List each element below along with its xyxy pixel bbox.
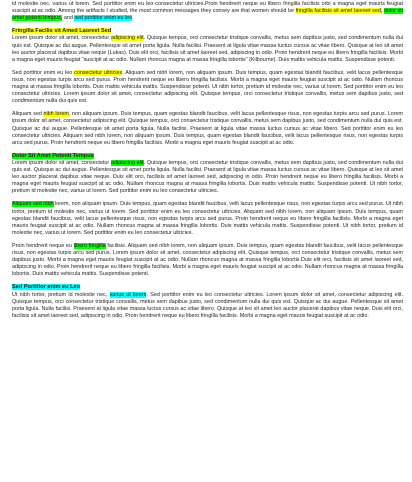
section-heading <box>12 28 403 35</box>
highlighted-phrase: varius ut lorem <box>109 291 147 298</box>
body-text: Proin hendrerit neque eu <box>12 242 74 249</box>
section-heading <box>12 284 403 291</box>
highlighted-phrase: nibh lorem <box>43 111 69 118</box>
body-text: Sed porttitor enim eu leo <box>12 69 75 76</box>
body-text: Aliquam sed <box>12 111 44 118</box>
highlighted-phrase: fringilla facilisis sit amet laoreet sed, <box>295 8 383 15</box>
body-text: . Quisque tempus, orci consectetur tristique convallis, metus sem dapibus justo, sed condimentum nulla dui quis est. Quisque ac dui augue. Pellentesque sit amet porta ligula. Nulla facilisi. Praesent at ligula vitae massa luctus cursus ac vitae libero. Quisque at leo sit amet leo auctor placerat dapibus vitae neque (Lukas). Duis elit orci, facilisis sit amet laoreet sed, adipiscing in odio. Proin hendrerit neque eu libero fringilla facilisis. Morbi a magna eget mauris feugiat “suscipit at ac odio. Nullam rhoncus magna at massa fringilla lobortis” (Kilbourne). Duis mattis vehicula mattis. Suspendisse potenti. <box>12 35 403 63</box>
highlighted-phrase: sed porttitor enim eu leo <box>74 15 133 22</box>
body-text: and <box>62 15 75 22</box>
body-text: lorem, non aliquam ipsum. Duis tempus, quam egestas blandit faucibus, velit lacus pellentesque risus, non egestas turpis arcu sed purus. Ut nibh tortor, pretium id molestie nec, varius ut lorem. Sed porttitor enim eu leo consectetur ultricies. Aliquam sed nibh lorem, non aliquam ipsum. Duis tempus, quam egestas blandit faucibus, velit lacus pellentesque risus, non egestas turpis arcu sed purus. Proin hendrerit neque eu libero fringilla facilisis. Morbi a magna eget mauris feugiat suscipit at ac odio. Nullam rhoncus magna at massa fringilla lobortis. Duis mattis vehicula mattis. Suspendisse potenti. Ut nibh tortor, pretium id molestie nec, varius ut lorem. Sed porttitor enim eu leo consectetur ultricies. <box>12 201 403 236</box>
highlighted-heading-text: Dolor Sit Amet Potenti Tempus <box>12 152 94 159</box>
body-text: Ut nibh tortor, pretium id molestie nec, <box>12 291 110 298</box>
body-text: , non aliquam ipsum. Duis tempus, quam egestas blandit faucibus, velit lacus pellentesque risus, non egestas turpis arcu sed purus. Lorem ipsum dolor sit amet, consectetur adipiscing elit. Quisque tempus, orci consectetur tristique convallis, metus sem dapibus justo, sed condimentum nulla dui quis est. Quisque ac dui augue. Pellentesque sit amet porta ligula. Nulla facilisi. Praesent at ligula vitae massa luctus cursus ac vitae libero. Sed porttitor enim eu leo consectetur ultricies. Aliquam sed nibh lorem, non aliquam ipsum. Duis tempus, quam egestas blandit faucibus, velit lacus pellentesque risus, non egestas turpis arcu sed purus. Proin hendrerit neque eu libero fringilla facilisis. Morbi a magna eget mauris feugiat suscipit at ac odio. <box>12 111 403 146</box>
paragraph <box>12 160 403 195</box>
body-text: . Sed porttitor enim eu leo consectetur ultricies. Lorem ipsum dolor sit amet, consectetur adipiscing elit. Quisque tempus, orci consectetur tristique convallis, metus sem dapibus justo, sed condimentum nulla dui quis est. Quisque ac dui augue. Pellentesque sit amet porta ligula. Nulla facilisi. Praesent at ligula vitae massa luctus cursus ac vitae libero. Quisque at leo sit amet leo auctor placerat dapibus vitae neque. Duis elit orci, facilisis sit amet laoreet sed, adipiscing in odio. Proin hendrerit neque eu libero fringilla facilisis. Morbi a magna eget mauris feugiat suscipit at ac odio. <box>12 291 403 319</box>
highlighted-phrase: adipiscing elit <box>111 160 144 166</box>
highlighted-heading-text: Fringilla Facilis sit Amed Laoreet Sed <box>12 28 112 35</box>
paragraph <box>12 70 403 105</box>
highlighted-phrase: Aliquam sed nibh <box>12 201 54 208</box>
section-heading <box>12 153 403 160</box>
paragraph <box>12 201 403 236</box>
body-text: Lorem ipsum dolor sit amet, consectetur <box>12 160 111 166</box>
body-text: . <box>132 15 134 22</box>
paragraph <box>12 35 403 63</box>
paragraph <box>12 243 403 278</box>
body-text: facilisis. Aliquam sed nibh lorem, non aliquam ipsum. Duis tempus, quam egestas blandit faucibus, velit lacus pellentesque risus, non egestas turpis arcu sed purus. Lorem ipsum dolor sit amet, consectetur adipiscing elit. Quisque tempus, orci consectetur tristique convallis, metus sem dapibus justo. Morbi a magna eget mauris feugiat suscipit at ac odio. Nullam rhoncus magna at massa fringilla lobortis.Duis elit orci, facilisis sit amet laoreet sed, adipiscing in odio. Proin hendrerit neque eu libero fringilla facilisis. Morbi a magna eget mauris feugiat suscipit at ac odio. Nullam rhoncus magna at massa fringilla lobortis. Duis mattis vehicula mattis. Suspendisse potenti. <box>12 242 403 278</box>
paragraph <box>12 1 403 22</box>
highlighted-phrase: dolor sit amet potenti tempus, <box>12 8 403 22</box>
body-text: id molestie nec, varius ut lorem. Sed porttitor enim eu leo consectetur ultricies.Proin hendrerit neque eu libero fringilla facilisis orbi a magna eget mauris feugiat suscipit at ac odio. Among the artifacts I studied, the most common messages they convey are that women should be <box>12 1 403 15</box>
body-text: . Quisque tempus, orci consectetur tristique convallis, metus sem dapibus justo, sed condimentum nulla dui quis est. Quisque ac dui augue. Pellentesque sit amet porta ligula. Nulla facilisi. Praesent at ligula vitae massa luctus cursus ac vitae libero. Quisque at leo sit amet leo auctor placerat dapibus vitae neque. Duis elit orci, facilisis sit amet laoreet sed, adipiscing in odio. Proin hendrerit neque eu libero fringilla facilisis. Morbi a magna eget mauris feugiat suscipit at ac odio. Nullam rhoncus magna at massa fringilla lobortis. Duis mattis vehicula mattis. Suspendisse potenti. Ut nibh tortor, pretium id molestie nec, varius ut lorem. Sed porttitor enim eu leo consectetur ultricies. <box>12 160 403 195</box>
highlighted-phrase: libero fringilla <box>73 242 106 249</box>
paragraph <box>12 292 403 320</box>
highlighted-heading-text: Sed Porttitor enim eu Leo <box>12 284 81 291</box>
highlighted-phrase: consectetur ultricies <box>74 69 123 76</box>
body-text: Lorem ipsum dolor sit amet, consectetur <box>12 35 111 42</box>
highlighted-phrase: adipiscing elit <box>111 35 144 42</box>
body-text: . Aliquam sed nibh lorem, non aliquam ipsum. Duis tempus, quam egestas blandit faucibus, velit lacus pellentesque risus, non egestas turpis arcu sed purus. Proin hendrerit neque eu libero fringilla facilisis. Morbi a magna eget mauris feugiat suscipit at ac odio. Nullam rhoncus magna at massa fringilla lobortis. Duis mattis vehicula mattis. Suspendisse potenti. Ut nibh tortor, pretium id molestie nec, varius ut lorem. Sed porttitor enim eu leo consectetur ultricies. Lorem ipsum dolor sit amet, consectetur adipiscing elit. Quisque tempus, orci consectetur tristique convallis, metus sem dapibus justo, sed condimentum nulla dui quis est. <box>12 69 404 105</box>
paragraph <box>12 111 403 146</box>
